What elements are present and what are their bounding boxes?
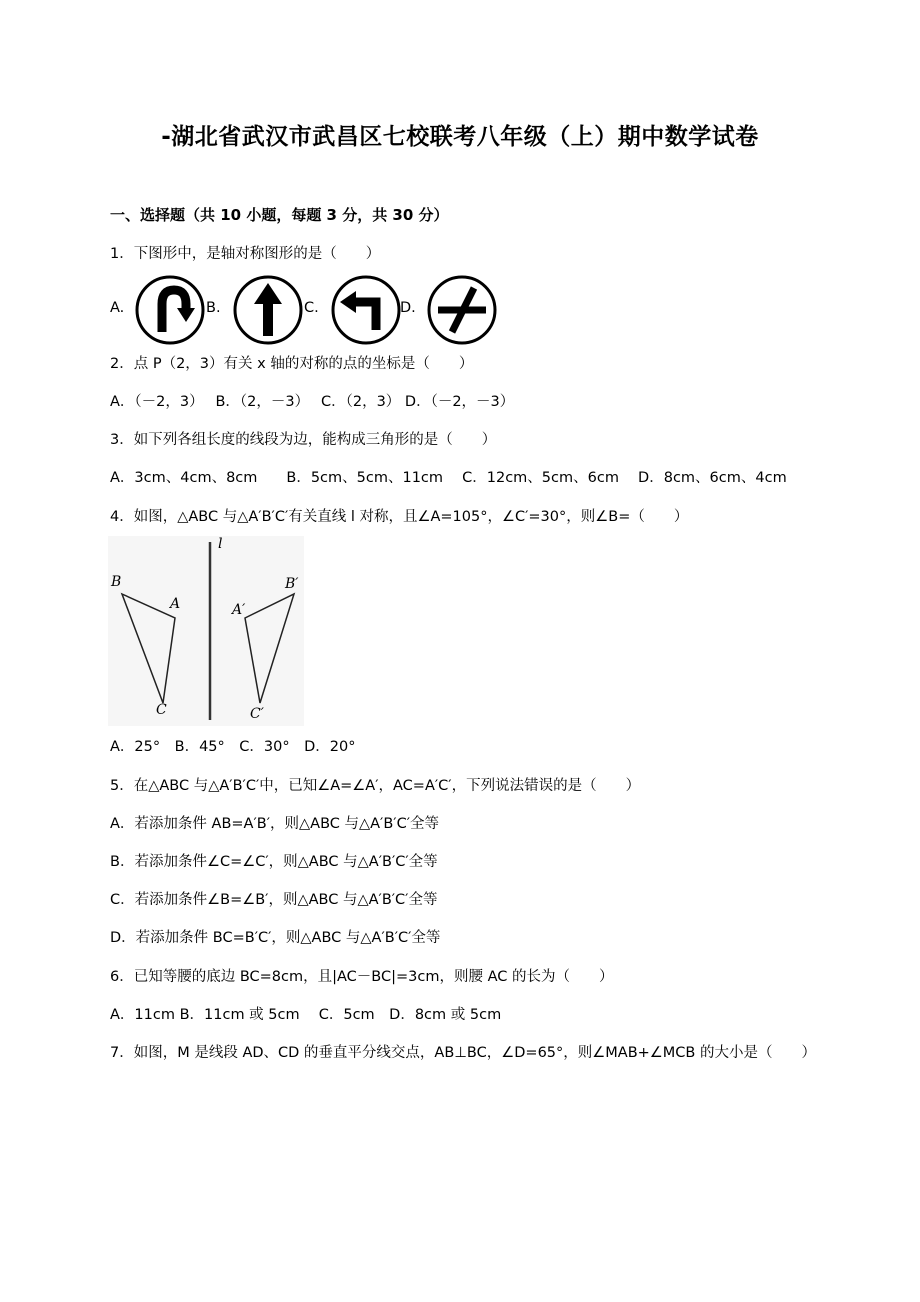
- question-6-stem: 6．已知等腰的底边 BC=8cm，且|AC－BC|=3cm，则腰 AC 的长为（ ）: [110, 969, 614, 985]
- question-2-options: A．（－2，3） B．（2，－3） C．（2，3） D．（－2，－3）: [110, 394, 515, 410]
- option-d-label: D.: [400, 300, 416, 316]
- option-b-label: B.: [206, 300, 221, 316]
- question-3-stem: 3．如下列各组长度的线段为边，能构成三角形的是（ ）: [110, 432, 497, 448]
- question-4-figure: [108, 536, 304, 726]
- triangle-abc: [122, 594, 175, 703]
- section-heading: 一、选择题（共 10 小题，每题 3 分，共 30 分）: [110, 206, 449, 224]
- label-line-l: l: [218, 536, 223, 552]
- slashed-line-sign-icon: [426, 274, 498, 346]
- question-4-options: A．25° B．45° C．30° D．20°: [110, 739, 356, 755]
- label-a-prime: A′: [232, 602, 246, 618]
- label-b-prime: B′: [285, 576, 299, 592]
- question-7-stem: 7．如图，M 是线段 AD、CD 的垂直平分线交点，AB⊥BC，∠D=65°，则∠MAB+∠MCB 的大小是（ ）: [110, 1045, 816, 1061]
- question-5-stem: 5．在△ABC 与△A′B′C′中，已知∠A=∠A′，AC=A′C′，下列说法错误的是（ ）: [110, 778, 641, 794]
- label-a: A: [170, 596, 181, 612]
- question-2-stem: 2．点 P（2，3）有关 x 轴的对称的点的坐标是（ ）: [110, 356, 474, 372]
- question-3-options: A．3cm、4cm、8cm B．5cm、5cm、11cm C．12cm、5cm、6cm D．8cm、6cm、4cm: [110, 470, 787, 486]
- up-arrow-sign-icon: [232, 274, 304, 346]
- option-c-label: C.: [304, 300, 319, 316]
- question-5-option-c: C．若添加条件∠B=∠B′，则△ABC 与△A′B′C′全等: [110, 892, 438, 908]
- label-c-prime: C′: [250, 706, 264, 722]
- label-c: C: [156, 702, 167, 718]
- question-1-options: [110, 274, 530, 346]
- question-1-stem: 1．下图形中，是轴对称图形的是（ ）: [110, 246, 381, 262]
- question-4-stem: 4．如图，△ABC 与△A′B′C′有关直线 l 对称，且∠A=105°，∠C′=30°，则∠B=（ ）: [110, 509, 689, 525]
- u-turn-arrow-sign-icon: [134, 274, 206, 346]
- option-a-label: A.: [110, 300, 125, 316]
- question-5-option-d: D．若添加条件 BC=B′C′，则△ABC 与△A′B′C′全等: [110, 930, 441, 946]
- label-b: B: [111, 574, 122, 590]
- page-title: -湖北省武汉市武昌区七校联考八年级（上）期中数学试卷: [161, 124, 759, 150]
- symmetric-triangles-diagram: [108, 536, 304, 726]
- question-6-options: A．11cm B．11cm 或 5cm C．5cm D．8cm 或 5cm: [110, 1007, 502, 1023]
- left-turn-arrow-sign-icon: [330, 274, 402, 346]
- question-5-option-a: A．若添加条件 AB=A′B′，则△ABC 与△A′B′C′全等: [110, 816, 440, 832]
- question-5-option-b: B．若添加条件∠C=∠C′，则△ABC 与△A′B′C′全等: [110, 854, 438, 870]
- triangle-a1b1c1: [245, 594, 294, 703]
